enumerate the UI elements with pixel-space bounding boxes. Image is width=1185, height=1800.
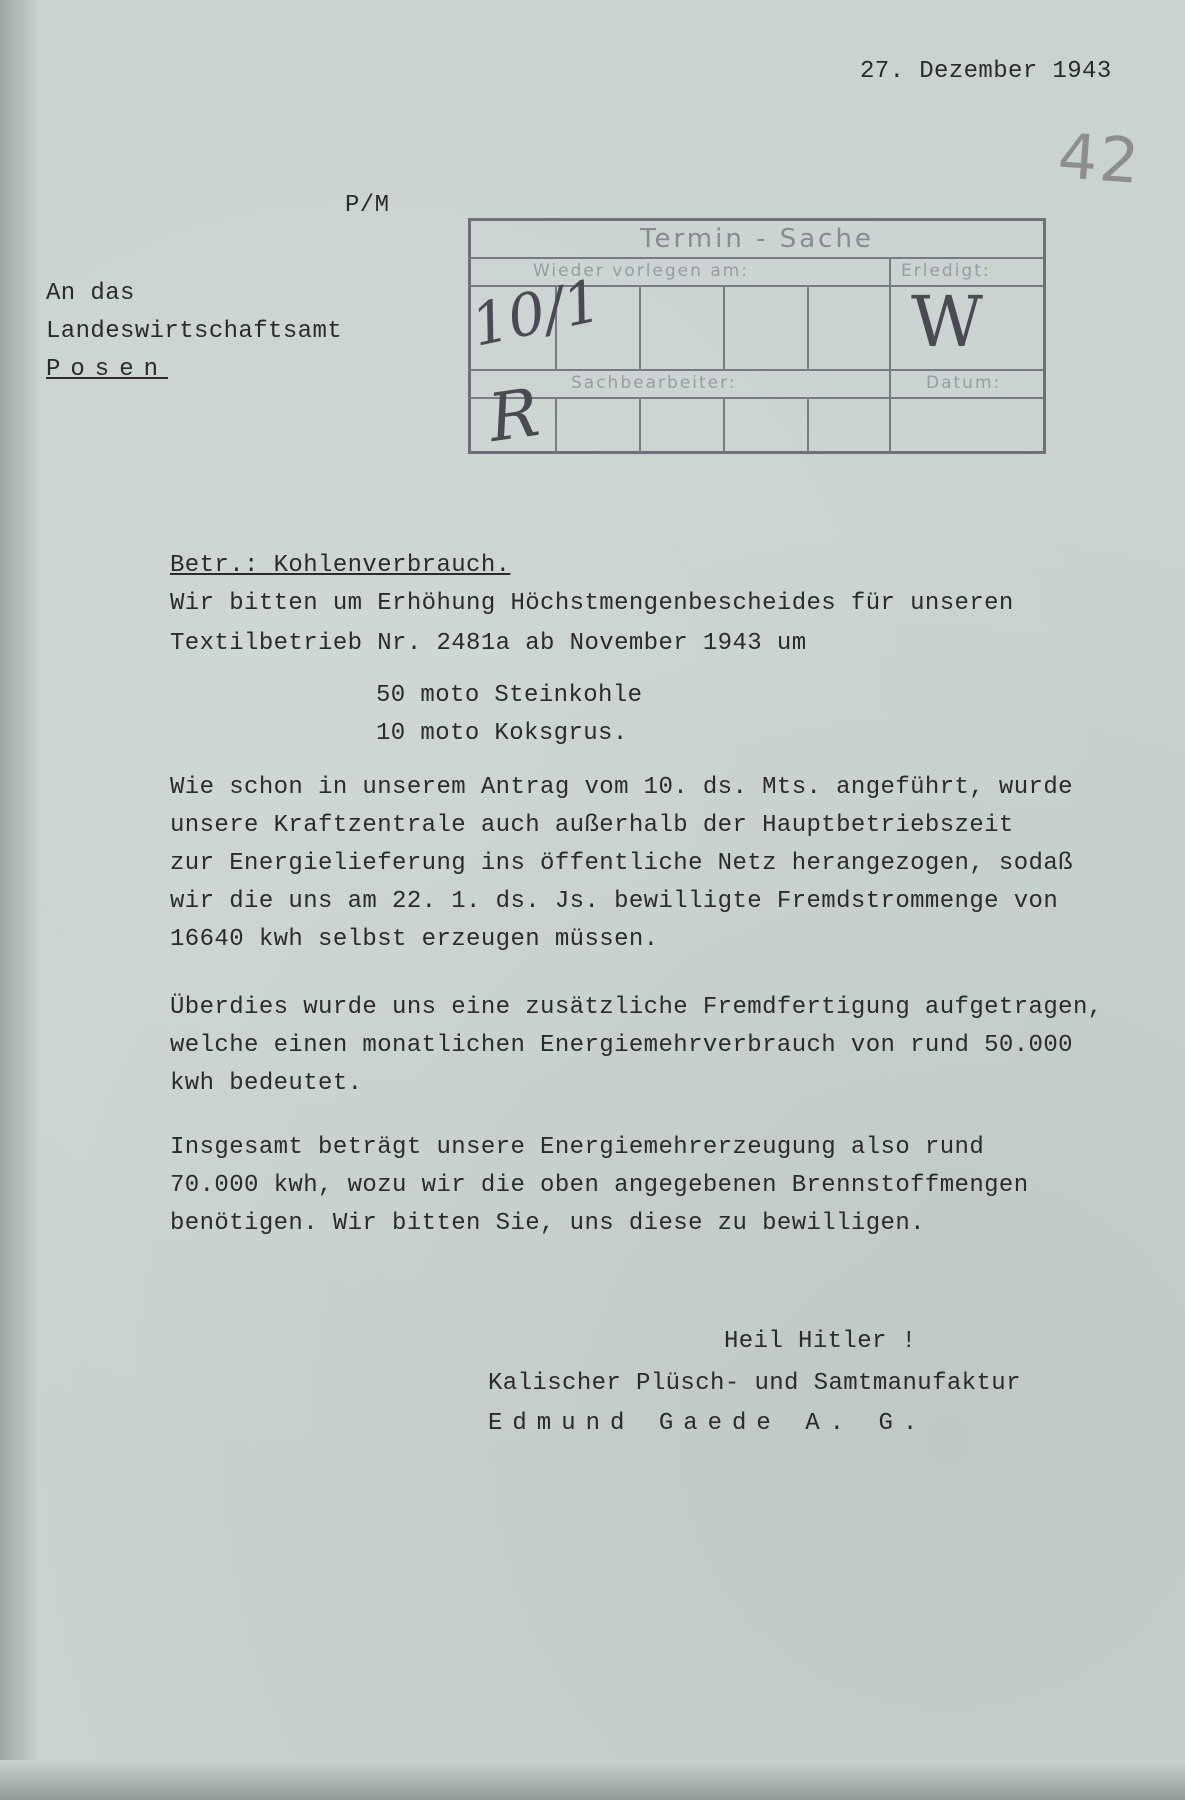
stamp-title: Termin - Sache: [471, 221, 1043, 259]
termin-sache-stamp: [465, 218, 1046, 458]
stamp-divider: [555, 397, 557, 452]
paragraph-4-line-2: 70.000 kwh, wozu wir die oben angegebenen Brennstoffmengen: [170, 1172, 1029, 1199]
paragraph-1-line-2: Textilbetrieb Nr. 2481a ab November 1943 um: [170, 630, 807, 657]
paragraph-3-line-2: welche einen monatlichen Energiemehrverbrauch von rund 50.000: [170, 1032, 1073, 1059]
signature-greeting: Heil Hitler !: [724, 1328, 917, 1355]
stamp-label-erledigt: Erledigt:: [901, 261, 991, 281]
paragraph-1-line-1: Wir bitten um Erhöhung Höchstmengenbescheides für unseren: [170, 590, 1014, 617]
signature-company-line-2: Edmund Gaede A. G.: [488, 1410, 928, 1437]
recipient-line-2: Landeswirtschaftsamt: [46, 318, 343, 345]
paragraph-3-line-1: Überdies wurde uns eine zusätzliche Fremdfertigung aufgetragen,: [170, 994, 1103, 1021]
paragraph-2-line-1: Wie schon in unserem Antrag vom 10. ds. Mts. angeführt, wurde: [170, 774, 1073, 801]
handwritten-date: 10/1: [465, 266, 607, 360]
paragraph-2-line-3: zur Energielieferung ins öffentliche Netz herangezogen, sodaß: [170, 850, 1073, 877]
stamp-divider: [723, 285, 725, 369]
stamp-divider: [889, 257, 891, 452]
stamp-divider: [807, 285, 809, 369]
page-bottom-edge: [0, 1760, 1185, 1800]
stamp-divider: [639, 285, 641, 369]
handwritten-erledigt-mark: W: [911, 281, 983, 363]
paragraph-4-line-3: benötigen. Wir bitten Sie, uns diese zu bewilligen.: [170, 1210, 925, 1237]
paragraph-3-line-3: kwh bedeutet.: [170, 1070, 363, 1097]
letter-date: 27. Dezember 1943: [860, 58, 1112, 85]
letter-subject: Betr.: Kohlenverbrauch.: [170, 552, 511, 579]
paragraph-2-line-5: 16640 kwh selbst erzeugen müssen.: [170, 926, 659, 953]
stamp-divider: [807, 397, 809, 452]
list-item-koksgrus: 10 moto Koksgrus.: [376, 720, 628, 747]
stamp-label-sachbearbeiter: Sachbearbeiter:: [571, 373, 737, 393]
reference-mark: P/M: [345, 192, 390, 219]
paragraph-2-line-4: wir die uns am 22. 1. ds. Js. bewilligte Fremdstrommenge von: [170, 888, 1059, 915]
paragraph-4-line-1: Insgesamt beträgt unsere Energiemehrerzeugung also rund: [170, 1134, 985, 1161]
handwritten-folio-number: 42: [1055, 119, 1144, 198]
handwritten-initial: R: [483, 373, 544, 458]
page-left-edge: [0, 0, 40, 1800]
stamp-rule: [471, 369, 1043, 371]
recipient-line-1: An das: [46, 280, 135, 307]
list-item-steinkohle: 50 moto Steinkohle: [376, 682, 643, 709]
stamp-label-wieder-vorlegen: Wieder vorlegen am:: [533, 261, 750, 281]
stamp-divider: [639, 397, 641, 452]
stamp-divider: [723, 397, 725, 452]
paragraph-2-line-2: unsere Kraftzentrale auch außerhalb der Hauptbetriebszeit: [170, 812, 1014, 839]
stamp-label-datum: Datum:: [926, 373, 1002, 393]
recipient-line-3: Posen: [46, 356, 169, 383]
signature-company-line-1: Kalischer Plüsch- und Samtmanufaktur: [488, 1370, 1021, 1397]
